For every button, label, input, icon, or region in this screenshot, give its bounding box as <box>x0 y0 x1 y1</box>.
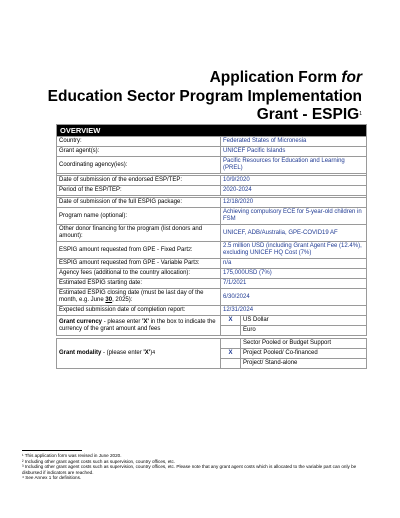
row-grant-agents <box>57 147 367 157</box>
period-value[interactable]: 2020-2024 <box>221 186 367 196</box>
modality-standalone-checkbox[interactable] <box>221 359 241 369</box>
row-program-name <box>57 208 367 225</box>
country-value[interactable]: Federated States of Micronesia <box>221 137 367 147</box>
currency-usd-checkbox[interactable]: X <box>221 316 241 326</box>
date-esp-label: Date of submission of the endorsed ESP/TEP: <box>57 176 221 186</box>
date-esp-value[interactable]: 10/9/2020 <box>221 176 367 186</box>
coordinating-agency-value[interactable]: Pacific Resources for Education and Learning (PREL) <box>221 157 367 174</box>
form-title-line-2: Education Sector Program Implementation <box>47 88 362 105</box>
row-other-donor <box>57 225 367 242</box>
variable-part-value[interactable]: n/a <box>221 259 367 269</box>
footnote-1: ¹ This application form was revised in June 2020. <box>22 453 122 458</box>
modality-sector-label: Sector Pooled or Budget Support <box>241 339 367 349</box>
row-closing-date <box>57 289 367 306</box>
expected-report-value[interactable]: 12/31/2024 <box>221 306 367 316</box>
currency-row-usd <box>57 316 367 326</box>
agency-fees-label: Agency fees (additional to the country allocation): <box>57 269 221 279</box>
modality-standalone-label: Project/ Stand-alone <box>241 359 367 369</box>
row-date-esp <box>57 176 367 186</box>
agency-fees-value[interactable]: 175,000USD (7%) <box>221 269 367 279</box>
footnote-4: ⁴ See Annex 1 for definitions. <box>22 475 82 481</box>
footnotes <box>22 453 377 481</box>
row-expected-report <box>57 306 367 316</box>
program-name-label: Program name (optional): <box>57 208 221 225</box>
overview-table <box>56 124 367 369</box>
overview-header-row <box>57 125 367 137</box>
form-title-line-1: Application Form for <box>209 69 362 86</box>
modality-label: Grant modality - (please enter 'X')$^4$ <box>57 339 221 369</box>
currency-label: Grant currency - please enter 'X' in the box to indicate the currency of the grant amount and fees <box>57 316 221 336</box>
modality-row-sector <box>57 339 367 349</box>
grant-agents-value[interactable]: UNICEF Pacific Islands <box>221 147 367 157</box>
country-label: Country: <box>57 137 221 147</box>
program-name-value[interactable]: Achieving compulsory ECE for 5-year-old children in FSM <box>221 208 367 225</box>
date-full-label: Date of submission of the full ESPIG package: <box>57 198 221 208</box>
overview-header: OVERVIEW <box>57 125 367 137</box>
coordinating-agency-label: Coordinating agency(ies): <box>57 157 221 174</box>
footnote-separator <box>22 450 82 451</box>
modality-project-pooled-label: Project Pooled/ Co-financed <box>241 349 367 359</box>
footnote-3: ³ Including other grant agent costs such as supervision, country offices, etc. Please note that any grant agent costs which is allocated to the variable part can only be disbursed if indicators are reached. <box>22 464 357 475</box>
modality-sector-checkbox[interactable] <box>221 339 241 349</box>
currency-euro-checkbox[interactable] <box>221 326 241 336</box>
modality-project-pooled-checkbox[interactable]: X <box>221 349 241 359</box>
closing-date-value[interactable]: 6/30/2024 <box>221 289 367 306</box>
row-start-date <box>57 279 367 289</box>
footnote-2: ² Including other grant agent costs such as supervision, country offices, etc. <box>22 458 176 464</box>
grant-agents-label: Grant agent(s): <box>57 147 221 157</box>
other-donor-label: Other donor financing for the program (list donors and amount): <box>57 225 221 242</box>
fixed-part-label: ESPIG amount requested from GPE - Fixed Part$^2$: <box>57 242 221 259</box>
row-date-full <box>57 198 367 208</box>
start-date-label: Estimated ESPIG starting date: <box>57 279 221 289</box>
closing-date-label: Estimated ESPIG closing date (must be last day of the month, e.g. June 30, 2025): <box>57 289 221 306</box>
row-variable-part <box>57 259 367 269</box>
row-coordinating-agency <box>57 157 367 174</box>
row-period <box>57 186 367 196</box>
expected-report-label: Expected submission date of completion report: <box>57 306 221 316</box>
currency-euro-label: Euro <box>241 326 367 336</box>
row-country <box>57 137 367 147</box>
currency-usd-label: US Dollar <box>241 316 367 326</box>
row-agency-fees <box>57 269 367 279</box>
variable-part-label: ESPIG amount requested from GPE - Variable Part$^3$: <box>57 259 221 269</box>
date-full-value[interactable]: 12/18/2020 <box>221 198 367 208</box>
fixed-part-value[interactable]: 2.5 million USD (including Grant Agent Fee (12.4%), excluding UNICEF HQ Cost (7%) <box>221 242 367 259</box>
period-label: Period of the ESP/TEP: <box>57 186 221 196</box>
other-donor-value[interactable]: UNICEF, ADB/Australia, GPE-COVID19 AF <box>221 225 367 242</box>
start-date-value[interactable]: 7/1/2021 <box>221 279 367 289</box>
form-title-line-3: Grant - ESPIG$^1$ <box>256 106 362 123</box>
row-fixed-part <box>57 242 367 259</box>
